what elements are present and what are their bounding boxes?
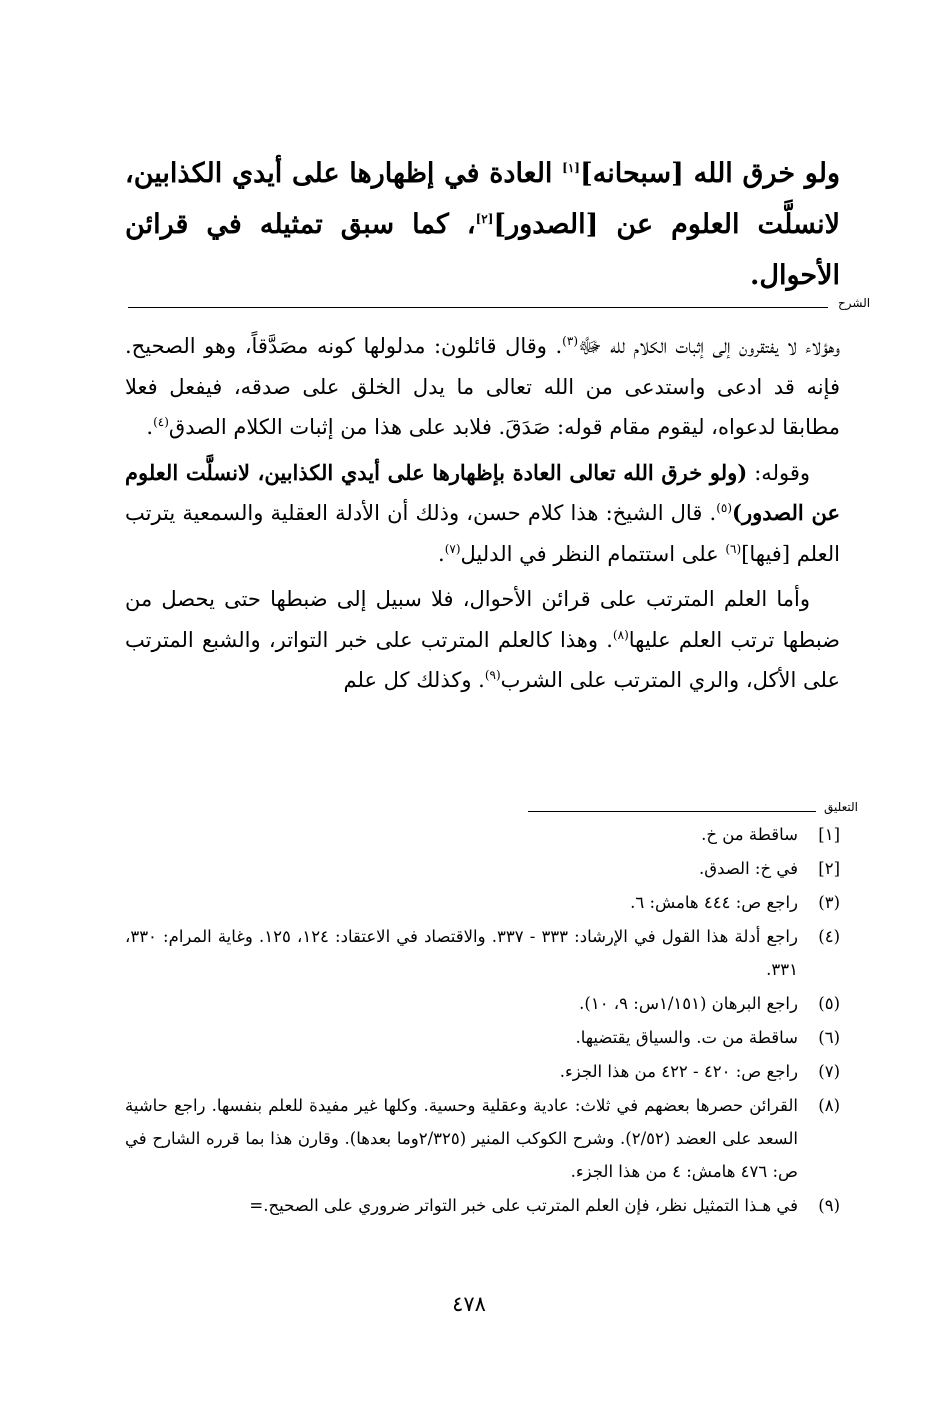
footnote-item	[125, 987, 840, 1020]
footnote-item	[125, 920, 840, 986]
footnote-ref-3[interactable]: (٣)	[562, 334, 578, 348]
main-text-bracket1: [سبحانه]	[579, 158, 684, 189]
main-text-part1: ولو خرق الله	[683, 158, 840, 189]
commentary-paragraph-3	[125, 579, 840, 701]
main-text-part2: العادة في إظهارها على أيدي الكذابين، لانسلَّت العلوم عن	[125, 158, 841, 240]
footnote-marker[interactable]: (٣)	[818, 893, 840, 912]
footnote-item	[125, 1055, 840, 1088]
footnote-item	[125, 1189, 840, 1222]
footnote-text: راجع ص: ٤٢٠ - ٤٢٢ من هذا الجزء.	[559, 1062, 798, 1081]
notes-divider	[528, 811, 816, 812]
footnote-ref-5[interactable]: (٥)	[716, 501, 733, 515]
footnote-text: ساقطة من ت. والسياق يقتضيها.	[575, 1028, 798, 1047]
footnote-text: القرائن حصرها بعضهم في ثلاث: عادية وعقلية وحسية. وكلها غير مفيدة للعلم بنفسها. راجع حاشية السعد على العضد (٢/٥٢). وشرح الكوكب المنير (٢/٣٢٥وما بعدها). وقارن هذا بما قرره الشارح في ص: ٤٧٦ هامش: ٤ من هذا الجزء.	[125, 1096, 798, 1181]
footnote-ref-8[interactable]: (٨)	[612, 627, 629, 642]
commentary-text: .	[438, 541, 445, 566]
footnote-marker[interactable]: (٧)	[818, 1062, 840, 1081]
footnote-text: راجع أدلة هذا القول في الإرشاد: ٣٣٣ - ٣٣٧. والاقتصاد في الاعتقاد: ١٢٤، ١٢٥. وغاية المرام: ٣٣٠، ٣٣١.	[125, 927, 798, 979]
commentary-text: . قال الشيخ: هذا كلام حسن، وذلك أن الأدلة العقلية والسمعية يترتب العلم	[125, 501, 840, 566]
footnote-item	[125, 886, 840, 919]
footnote-text: راجع البرهان (١/١٥١س: ٩، ١٠).	[579, 994, 798, 1013]
main-text-bracket2: [الصدور]	[493, 209, 599, 240]
footnote-marker[interactable]: [١]	[818, 825, 840, 844]
footnote-item	[125, 1089, 840, 1188]
commentary-text: وأما العلم المترتب على قرائن الأحوال، فلا سبيل إلى ضبطها حتى يحصل من ضبطها ترتب العلم عليها	[125, 587, 840, 652]
commentary-text: على استتمام النظر في الدليل	[460, 541, 726, 566]
footnote-ref-9[interactable]: (٩)	[484, 668, 501, 682]
commentary-body	[125, 326, 840, 701]
commentary-label: الشرح	[838, 296, 871, 310]
footnote-item	[125, 818, 840, 851]
commentary-text: وقوله:	[747, 460, 810, 485]
main-text-part3: ، كما سبق تمثيله في قرائن الأحوال.	[125, 209, 840, 291]
footnote-text: في خ: الصدق.	[699, 859, 798, 878]
notes-label: التعليق	[824, 800, 859, 814]
footnote-marker[interactable]: (٨)	[818, 1096, 840, 1115]
commentary-divider	[128, 307, 828, 308]
footnote-ref-6[interactable]: (٦)	[725, 541, 742, 556]
footnotes-list	[125, 818, 840, 1223]
main-text	[125, 148, 840, 301]
footnote-marker[interactable]: (٥)	[818, 994, 840, 1013]
footnote-marker[interactable]: (٤)	[818, 927, 840, 946]
commentary-text: . وقال قائلون: مدلولها كونه مصَدَّقاً، وهو الصحيح. فإنه قد ادعى واستدعى من الله تعالى ما يدل الخلق على صدقه، فيفعل فعلا مطابقا لدعواه، ليقوم مقام قوله: صَدَقَ. فلابد على هذا من إثبات الكلام الصدق	[125, 334, 840, 439]
page-number: ٤٧٨	[452, 1292, 486, 1316]
footnote-text: راجع ص: ٤٤٤ هامش: ٦.	[630, 893, 798, 912]
footnote-text: في هـذا التمثيل نظر، فإن العلم المترتب على خبر التواتر ضروري على الصحيح.=	[249, 1196, 798, 1215]
commentary-text: [فيها]	[741, 541, 791, 566]
footnote-ref-2[interactable]: [٢]	[475, 212, 494, 226]
commentary-text: وهؤلاء لا يفتقرون إلى إثبات الكلام لله ﷻ	[578, 334, 840, 358]
commentary-paragraph-1	[125, 326, 840, 448]
commentary-text: . وهذا كالعلم المترتب على خبر التواتر، والشبع المترتب على الأكل، والري المترتب على الشرب	[125, 627, 840, 692]
footnote-ref-4[interactable]: (٤)	[153, 415, 169, 429]
footnote-item	[125, 1021, 840, 1054]
quoted-main-text: (ولو خرق الله تعالى العادة بإظهارها على أيدي الكذابين، لانسلَّت العلوم عن الصدور)	[125, 459, 840, 525]
footnote-marker[interactable]: (٦)	[818, 1028, 840, 1047]
commentary-text: .	[146, 415, 154, 439]
footnote-marker[interactable]: (٩)	[818, 1196, 840, 1215]
commentary-paragraph-2	[125, 453, 840, 575]
footnote-ref-1[interactable]: [١]	[562, 161, 580, 175]
footnote-text: ساقطة من خ.	[701, 825, 798, 844]
footnote-ref-7[interactable]: (٧)	[444, 541, 461, 556]
footnote-marker[interactable]: [٢]	[818, 859, 840, 878]
commentary-text: . وكذلك كل علم	[343, 668, 485, 692]
footnote-item	[125, 852, 840, 885]
